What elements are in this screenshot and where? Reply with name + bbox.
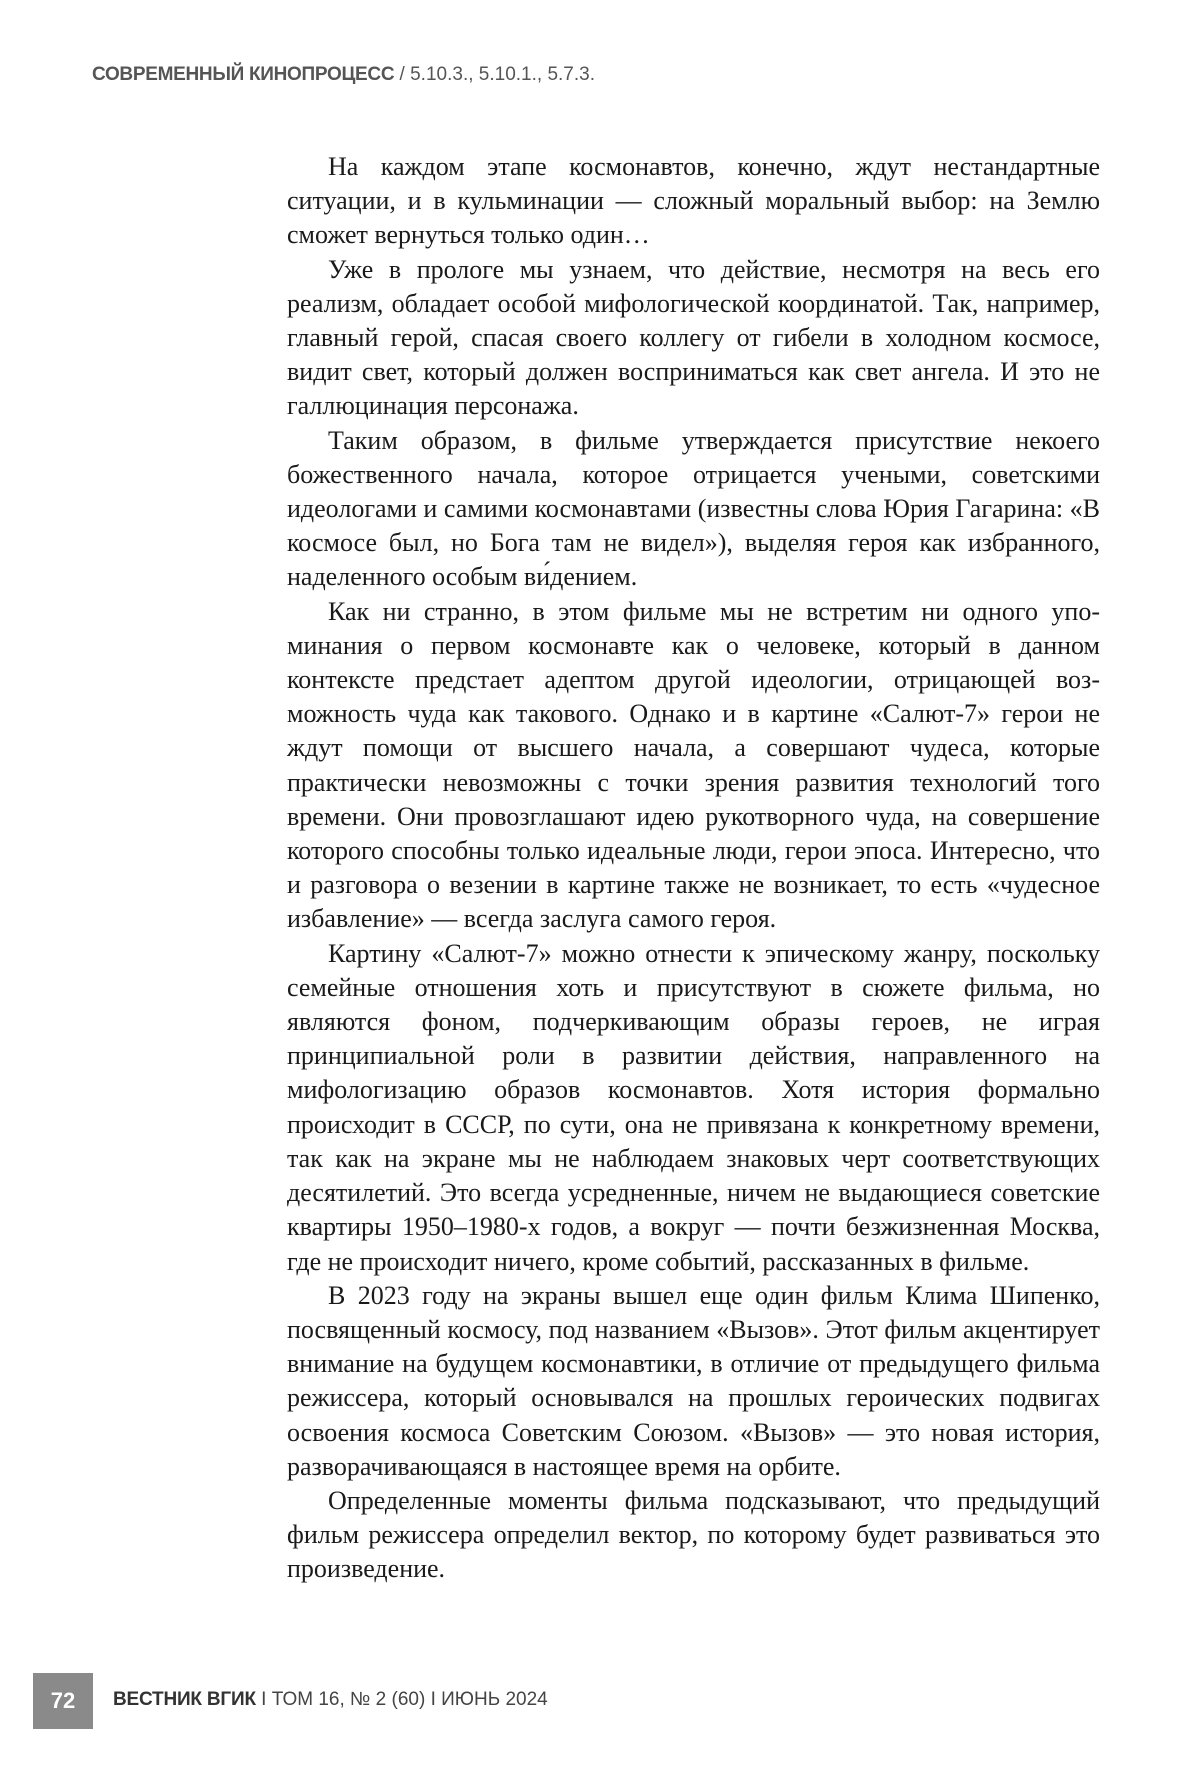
journal-info <box>113 1689 548 1711</box>
paragraph: В 2023 году на экраны вышел еще один фильм Клима Шипенко, посвященный космосу, под названием «Вызов». Этот фильм акцентирует внимание на будущем космонавтики, в отличие от предыдущего фильма режиссера, который основывался на прошлых героических подвигах освоения космоса Советским Союзом. «Вызов» — это новая история, разворачивающаяся в настоящее время на орбите. <box>287 1280 1100 1481</box>
paragraph: Как ни странно, в этом фильме мы не встретим ни одного упоминания о первом космонавте как о человеке, который в данном контексте предстает адептом другой идеологии, отрицающей возможность чуда как такового. Однако и в картине «Салют-7» герои не ждут помощи от высшего начала, а совершают чудеса, которые практически невозможны с точки зрения развития технологий того времени. Они провозглашают идею рукотворного чуда, на совершение которого способны только идеальные люди, герои эпоса. Интересно, что и разговора о везении в картине также не возникает, то есть «чудесное избавление» — всегда заслуга самого героя. <box>287 596 1100 934</box>
journal-title: ВЕСТНИК ВГИК <box>113 1689 256 1710</box>
issue-info: I ТОМ 16, № 2 (60) I ИЮНЬ 2024 <box>255 1689 548 1710</box>
page-footer <box>33 1673 733 1729</box>
paragraph: Определенные моменты фильма подсказывают, что предыдущий фильм режиссера определил вектор, по которому будет развиваться это произведение. <box>287 1485 1100 1584</box>
paragraph: Картину «Салют-7» можно отнести к эпическому жанру, поскольку семейные отношения хоть и присутствуют в сюжете фильма, но являются фоном, подчеркивающим образы героев, не играя принципиальной роли в развитии действия, направленного на мифологизацию образов космонавтов. Хотя история формально происходит в СССР, по сути, она не привязана к конкретному времени, так как на экране мы не наблюдаем знаковых черт соответствующих десятилетий. Это всегда усредненные, ничем не выдающиеся советские квартиры 1950–1980-х годов, а вокруг — почти безжизненная Москва, где не происходит ничего, кроме событий, рассказанных в фильме. <box>287 938 1100 1276</box>
subject-codes: / 5.10.3., 5.10.1., 5.7.3. <box>394 64 595 85</box>
paragraph: На каждом этапе космонавтов, конечно, ждут нестандартные ситуации, и в кульминации — сложный моральный выбор: на Землю сможет вернуться только один… <box>287 152 1100 250</box>
section-title: СОВРЕМЕННЫЙ КИНОПРОЦЕСС <box>92 64 395 85</box>
paragraph: Уже в прологе мы узнаем, что действие, несмотря на весь его реализм, обладает особой мифологической координатой. Так, например, главный герой, спасая своего коллегу от гибели в холодном космосе, видит свет, который должен восприниматься как свет ангела. И это не галлюцинация персонажа. <box>287 254 1100 421</box>
paragraph: Таким образом, в фильме утверждается присутствие некоего божественного начала, которое отрицается учеными, советскими идеологами и самими космонавтами (известны слова Юрия Гагарина: «В космосе был, но Бога там не видел»), выделяя героя как избранного, наделенного особым ви́дением. <box>287 425 1100 592</box>
article-body <box>287 150 1100 1587</box>
page-number: 72 <box>33 1673 93 1729</box>
running-header <box>92 64 595 86</box>
